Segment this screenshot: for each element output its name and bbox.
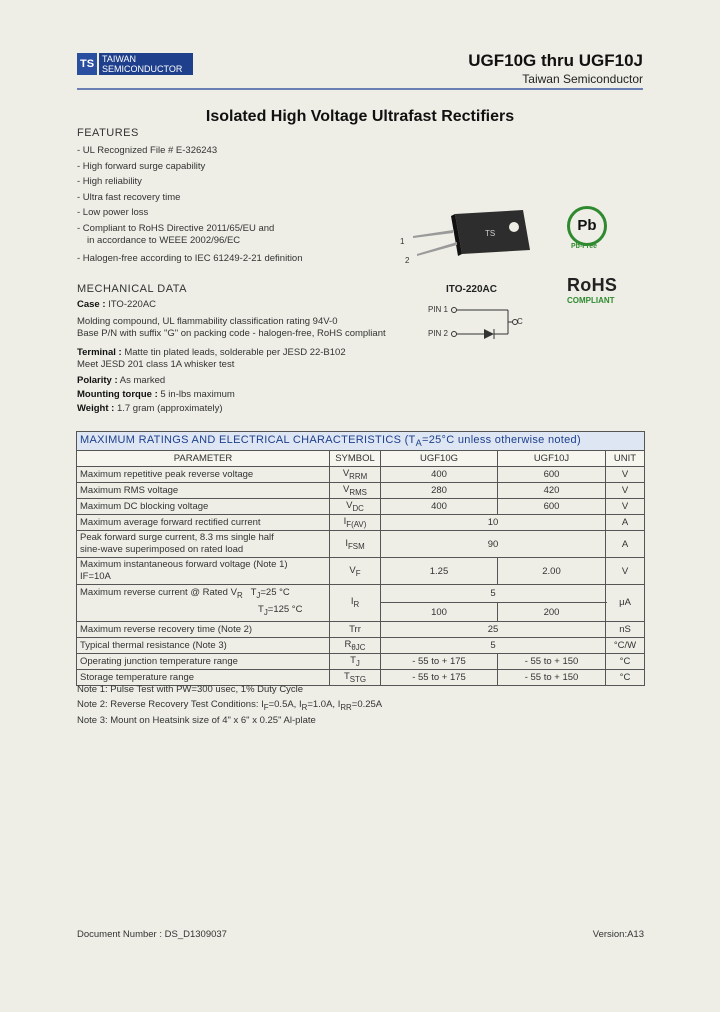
note-3: Note 3: Mount on Heatsink size of 4" x 6" x 0.25" Al-plate xyxy=(77,715,316,726)
mechanical-case xyxy=(77,299,156,311)
table-row: Maximum average forward rectified current $I_{F(AV)}$ 10 A xyxy=(77,515,645,531)
part-range-title: UGF10G thru UGF10J xyxy=(468,51,643,70)
weight-value: 1.7 gram (approximately) xyxy=(116,403,223,414)
rohs-compliant-text: COMPLIANT xyxy=(567,296,615,305)
polarity-label: Polarity : xyxy=(77,375,118,386)
company-logo-mark: TS xyxy=(77,53,97,75)
header-unit: UNIT xyxy=(606,451,645,467)
table-row: Maximum DC blocking voltage $V_{DC}$ 400 600 V xyxy=(77,499,645,515)
pin1-label: PIN 1 xyxy=(428,305,449,314)
feature-item: - Halogen-free according to IEC 61249-2-21 definition xyxy=(77,252,303,264)
table-row: Maximum reverse current @ Rated $V_R$ $T_J=25$ °C $T_J=125$ °C $I_R$ 5 μA xyxy=(77,585,645,603)
mechanical-torque xyxy=(77,389,235,401)
case-label: Case : xyxy=(77,299,106,310)
package-pin-2: 2 xyxy=(405,256,410,265)
header-symbol: SYMBOL xyxy=(330,451,381,467)
mechanical-weight xyxy=(77,403,223,415)
table-row: Typical thermal resistance (Note 3) $R_{\theta JC}$ 5 °C/W xyxy=(77,637,645,653)
mechanical-terminal-2: Meet JESD 201 class 1A whisker test xyxy=(77,359,235,370)
version: Version:A13 xyxy=(592,929,644,940)
feature-item: - Compliant to RoHS Directive 2011/65/EU and xyxy=(77,222,275,234)
rohs-badge: RoHS xyxy=(567,275,618,295)
pb-free-text: Pb-Free xyxy=(571,243,598,250)
terminal-label: Terminal : xyxy=(77,347,122,358)
mechanical-polarity xyxy=(77,375,165,387)
pb-free-badge: Pb xyxy=(567,206,607,246)
torque-label: Mounting torque : xyxy=(77,389,158,400)
header-ugf10g: UGF10G xyxy=(381,451,498,467)
header-ugf10j: UGF10J xyxy=(498,451,606,467)
logo-line-1: TAIWAN xyxy=(102,54,136,64)
package-pin-1: 1 xyxy=(400,237,405,246)
case-value: ITO-220AC xyxy=(108,299,157,310)
note-2: Note 2: Reverse Recovery Test Conditions: $I_F=0.5A$, $I_R=1.0A$, $I_{RR}=0.25A$ xyxy=(77,699,383,712)
table-row: Storage temperature range $T_{STG}$ - 55 to + 175 - 55 to + 150 °C xyxy=(77,669,645,685)
table-row: Maximum instantaneous forward voltage (Note 1) IF=10A $V_F$ 1.25 2.00 V xyxy=(77,558,645,585)
table-header-row xyxy=(77,451,645,467)
features-list xyxy=(77,143,303,266)
feature-item: - High forward surge capability xyxy=(77,160,206,172)
feature-item: - Low power loss xyxy=(77,207,149,218)
table-row: Peak forward surge current, 8.3 ms single half sine-wave superimposed on rated load $I_{FSM}$ 90 A xyxy=(77,531,645,558)
ratings-table xyxy=(76,431,645,686)
logo-line-2: SEMICONDUCTOR xyxy=(102,64,183,74)
mechanical-molding: Molding compound, UL flammability classification rating 94V-0 xyxy=(77,316,338,327)
document-title: Isolated High Voltage Ultrafast Rectifiers xyxy=(205,108,515,125)
polarity-value: As marked xyxy=(119,375,166,386)
table-title: MAXIMUM RATINGS AND ELECTRICAL CHARACTERISTICS ($T_A=25^\circ C$ unless otherwise noted) xyxy=(77,432,645,451)
feature-item: - Ultra fast recovery time xyxy=(77,191,181,203)
mechanical-heading: MECHANICAL DATA xyxy=(77,283,187,295)
cathode-label: C xyxy=(517,317,523,326)
package-name: ITO-220AC xyxy=(446,284,497,295)
table-row: Maximum reverse recovery time (Note 2) Trr 25 nS xyxy=(77,621,645,637)
feature-item: - UL Recognized File # E-326243 xyxy=(77,145,218,156)
feature-item: in accordance to WEEE 2002/96/EC xyxy=(87,234,241,246)
feature-item: - High reliability xyxy=(77,176,142,187)
mechanical-base: Base P/N with suffix "G" on packing code - halogen-free, RoHS compliant xyxy=(77,328,386,339)
svg-text:TS: TS xyxy=(485,229,496,238)
header-parameter: PARAMETER xyxy=(77,451,330,467)
package-illustration xyxy=(395,200,545,270)
header-divider xyxy=(77,88,643,90)
pin2-label: PIN 2 xyxy=(428,329,449,338)
terminal-value: Matte tin plated leads, solderable per JESD 22-B102 xyxy=(124,347,346,358)
company-name: Taiwan Semiconductor xyxy=(522,72,643,86)
table-row: Maximum RMS voltage $V_{RMS}$ 280 420 V xyxy=(77,483,645,499)
weight-label: Weight : xyxy=(77,403,115,414)
document-number: Document Number : DS_D1309037 xyxy=(77,929,227,940)
note-1: Note 1: Pulse Test with PW=300 usec, 1% Duty Cycle xyxy=(77,684,304,695)
torque-value: 5 in-lbs maximum xyxy=(160,389,235,400)
table-row: 100 200 xyxy=(77,603,645,621)
features-heading: FEATURES xyxy=(77,127,139,139)
mechanical-terminal xyxy=(77,347,346,359)
table-row: Operating junction temperature range $T_J$ - 55 to + 175 - 55 to + 150 °C xyxy=(77,653,645,669)
company-logo-text xyxy=(99,53,193,75)
table-row: Maximum repetitive peak reverse voltage $V_{RRM}$ 400 600 V xyxy=(77,467,645,483)
